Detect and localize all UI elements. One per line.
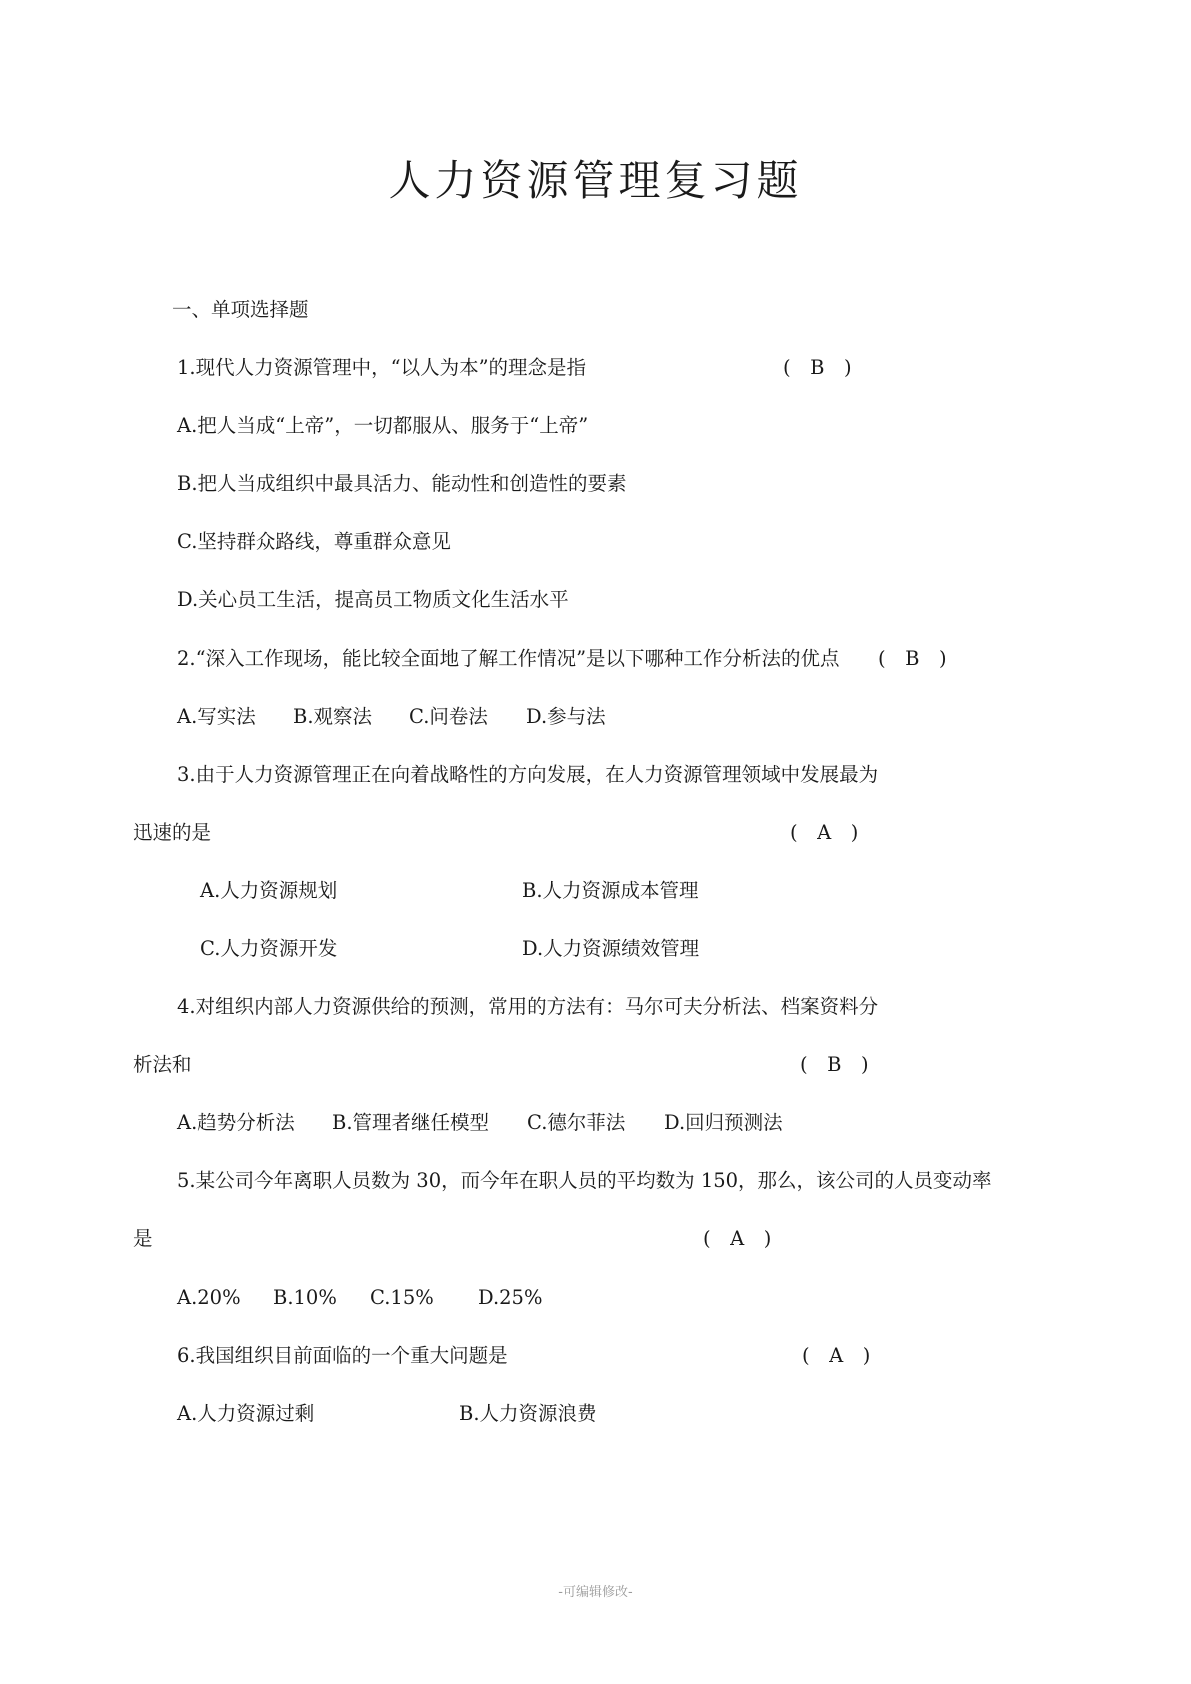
question-3-answer: ( A ) bbox=[790, 821, 859, 844]
question-3-option-a: A.人力资源规划 bbox=[200, 879, 338, 902]
section-heading: 一、单项选择题 bbox=[172, 298, 309, 321]
question-2-answer: ( B ) bbox=[878, 647, 947, 670]
question-3-stem-continued: 迅速的是 bbox=[133, 821, 212, 844]
question-3-option-b: B.人力资源成本管理 bbox=[522, 879, 699, 902]
question-2-option-d: D.参与法 bbox=[526, 705, 606, 728]
question-2-option-a: A.写实法 bbox=[177, 705, 256, 728]
question-1-option-a: A.把人当成“上帝”，一切都服从、服务于“上帝” bbox=[177, 414, 589, 437]
question-5-option-d: D.25% bbox=[478, 1286, 543, 1309]
question-4-answer: ( B ) bbox=[800, 1053, 869, 1076]
question-6-stem: 6.我国组织目前面临的一个重大问题是 bbox=[177, 1344, 508, 1367]
question-3-stem: 3.由于人力资源管理正在向着战略性的方向发展，在人力资源管理领域中发展最为 bbox=[177, 763, 879, 786]
question-1-option-b: B.把人当成组织中最具活力、能动性和创造性的要素 bbox=[177, 472, 627, 495]
question-2-option-b: B.观察法 bbox=[293, 705, 373, 728]
question-4-option-c: C.德尔菲法 bbox=[527, 1111, 626, 1134]
question-5-option-c: C.15% bbox=[370, 1286, 434, 1309]
question-4-stem: 4.对组织内部人力资源供给的预测，常用的方法有：马尔可夫分析法、档案资料分 bbox=[177, 995, 879, 1018]
footer-note: -可编辑修改- bbox=[558, 1585, 633, 1600]
question-4-option-a: A.趋势分析法 bbox=[177, 1111, 295, 1134]
question-2-option-c: C.问卷法 bbox=[409, 705, 488, 728]
question-1-answer: ( B ) bbox=[783, 356, 852, 379]
question-6-answer: ( A ) bbox=[802, 1344, 871, 1367]
question-5-answer: ( A ) bbox=[703, 1227, 772, 1250]
question-3-option-c: C.人力资源开发 bbox=[200, 937, 338, 960]
question-5-option-a: A.20% bbox=[177, 1286, 241, 1309]
question-2-stem: 2.“深入工作现场，能比较全面地了解工作情况”是以下哪种工作分析法的优点 bbox=[177, 647, 840, 670]
question-6-option-b: B.人力资源浪费 bbox=[459, 1402, 597, 1425]
question-3-option-d: D.人力资源绩效管理 bbox=[522, 937, 700, 960]
page-title: 人力资源管理复习题 bbox=[388, 156, 803, 205]
question-5-stem-continued: 是 bbox=[133, 1227, 153, 1250]
question-4-stem-continued: 析法和 bbox=[133, 1053, 192, 1076]
question-4-option-b: B.管理者继任模型 bbox=[332, 1111, 490, 1134]
question-5-option-b: B.10% bbox=[273, 1286, 337, 1309]
question-4-option-d: D.回归预测法 bbox=[664, 1111, 783, 1134]
question-1-option-d: D.关心员工生活，提高员工物质文化生活水平 bbox=[177, 588, 569, 611]
question-1-stem: 1.现代人力资源管理中，“以人为本”的理念是指 bbox=[177, 356, 587, 379]
question-5-stem: 5.某公司今年离职人员数为 30，而今年在职人员的平均数为 150，那么，该公司的人员变动率 bbox=[177, 1169, 992, 1192]
question-6-option-a: A.人力资源过剩 bbox=[177, 1402, 315, 1425]
question-1-option-c: C.坚持群众路线，尊重群众意见 bbox=[177, 530, 451, 553]
